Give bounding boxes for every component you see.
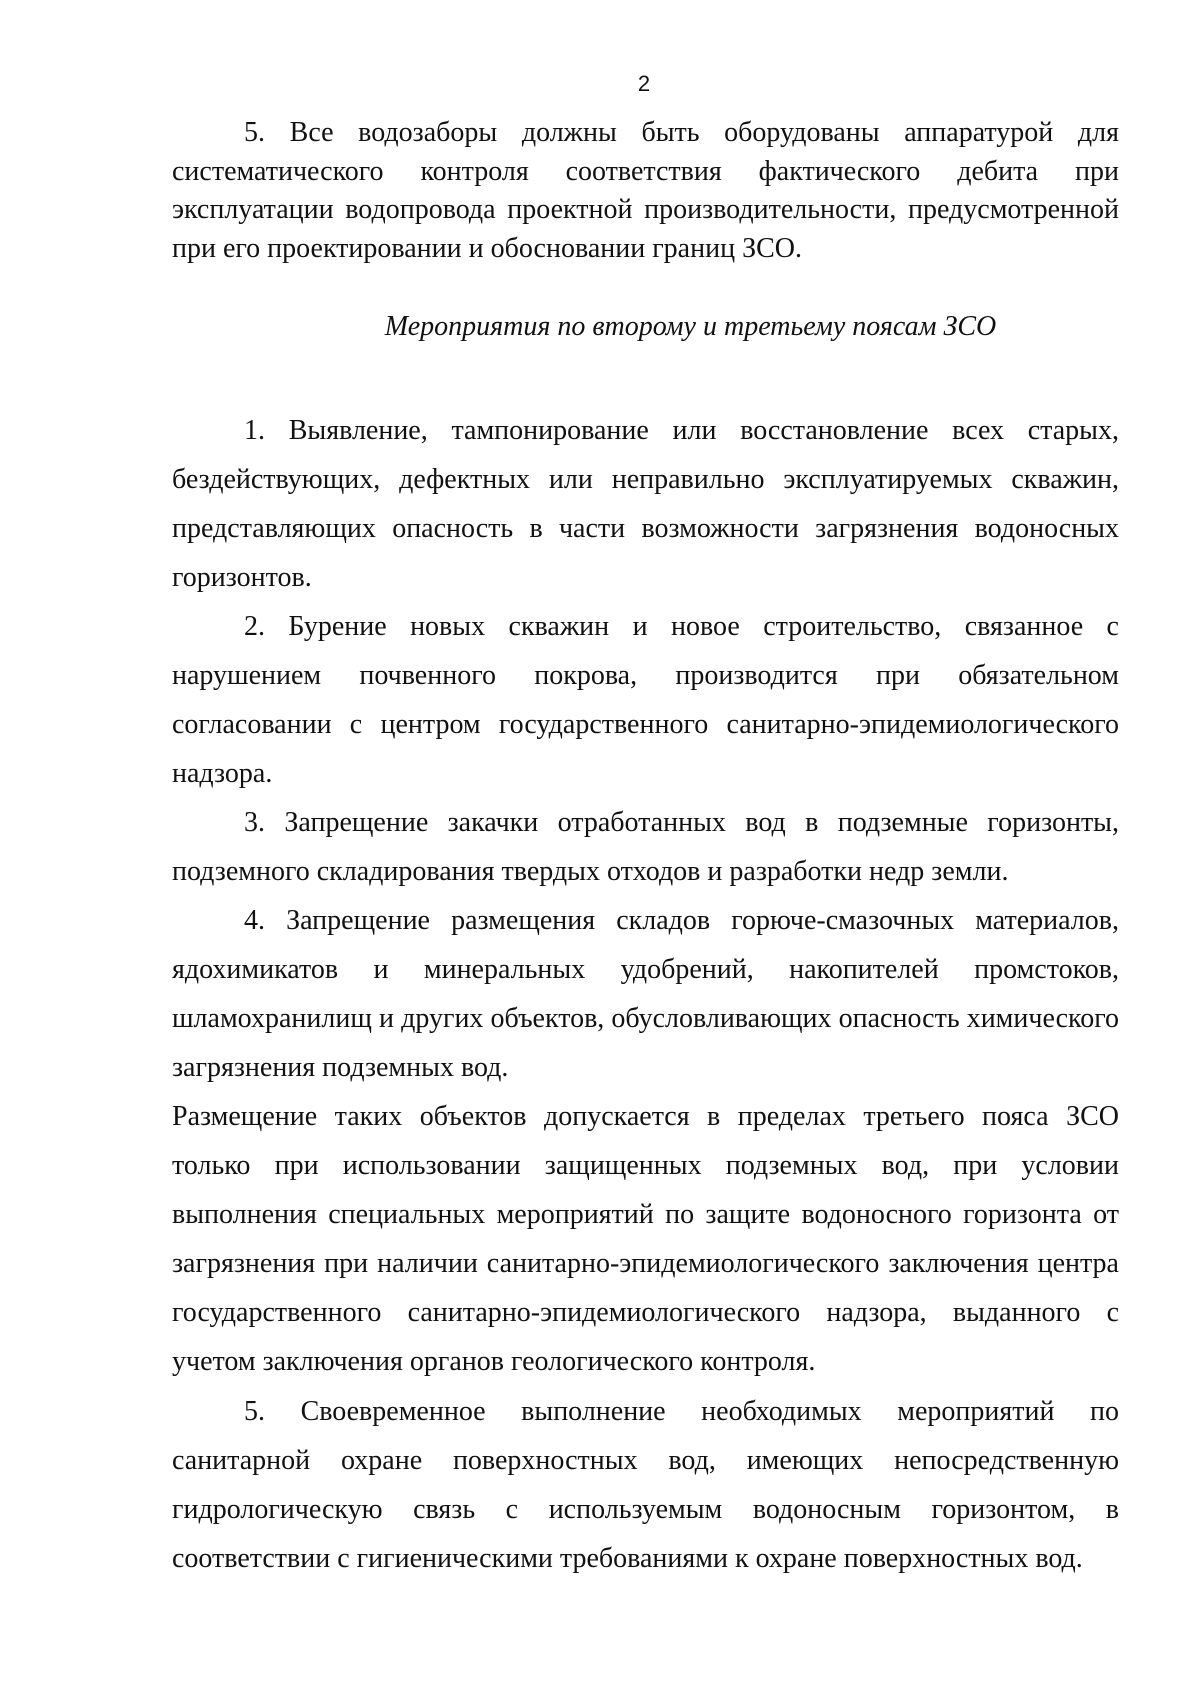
item-4-continuation: Размещение таких объектов допускается в пределах третьего пояса ЗСО только при использовании защищенных подземных вод, при условии выполнения специальных мероприятий по защите водоносного горизонта от загрязнения при наличии санитарно-эпидемиологического заключения центра государственного санитарно-эпидемиологического надзора, выданного с учетом заключения органов геологического контроля. bbox=[172, 1101, 1119, 1377]
intro-paragraph: 5. Все водозаборы должны быть оборудованы аппаратурой для систематического контроля соответствия фактического дебита при эксплуатации водопровода проектной производительности, предусмотренной при его проектировании и обосновании границ ЗСО. bbox=[172, 117, 1119, 264]
list-item: 2. Бурение новых скважин и новое строительство, связанное с нарушением почвенного покрова, производится при обязательном согласовании с центром государственного санитарно-эпидемиологического надзора. bbox=[172, 611, 1119, 789]
section-heading: Мероприятия по второму и третьему поясам ЗСО bbox=[384, 311, 997, 342]
page-number: 2 bbox=[637, 71, 651, 96]
list-item: 1. Выявление, тампонирование или восстановление всех старых, бездействующих, дефектных или неправильно эксплуатируемых скважин, представляющих опасность в части возможности загрязнения водоносных горизонтов. bbox=[172, 415, 1119, 593]
list-item: 5. Своевременное выполнение необходимых мероприятий по санитарной охране поверхностных вод, имеющих непосредственную гидрологическую связь с используемым водоносным горизонтом, в соответствии с гигиеническими требованиями к охране поверхностных вод. bbox=[172, 1396, 1119, 1574]
list-item: 4. Запрещение размещения складов горюче-смазочных материалов, ядохимикатов и минеральных удобрений, накопителей промстоков, шламохранилищ и других объектов, обусловливающих опасность химического загрязнения подземных вод. bbox=[172, 905, 1119, 1083]
list-item: 3. Запрещение закачки отработанных вод в подземные горизонты, подземного складирования твердых отходов и разработки недр земли. bbox=[172, 807, 1119, 887]
